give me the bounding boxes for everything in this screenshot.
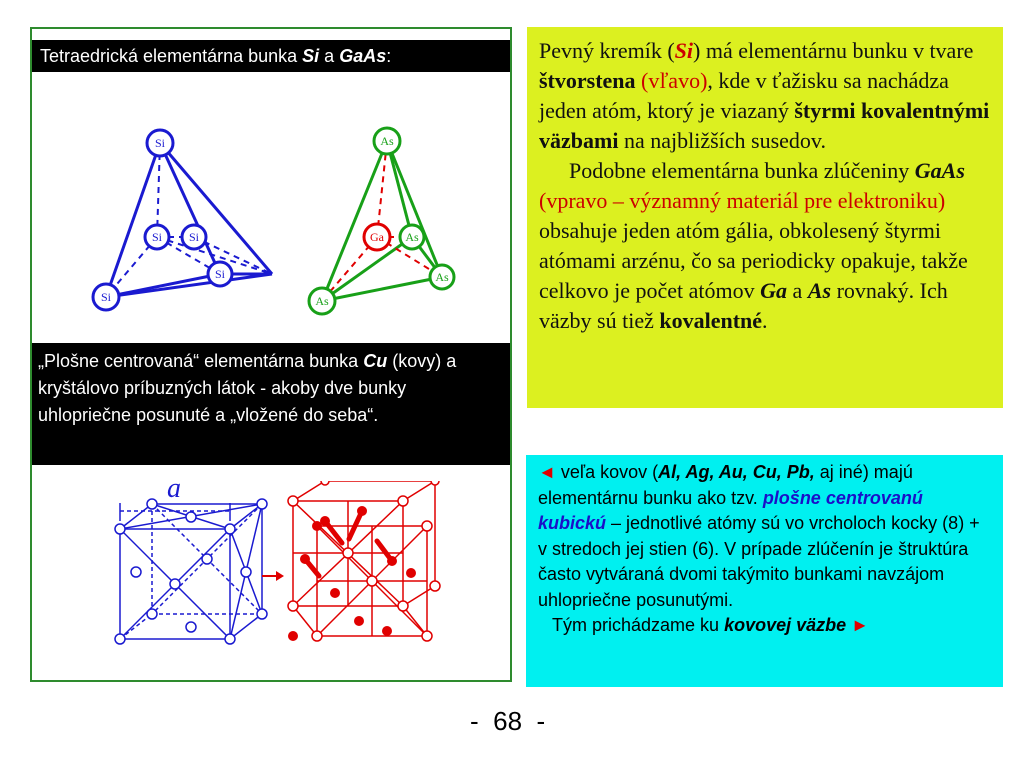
ga-label-center: Ga bbox=[370, 230, 384, 244]
caption-si: Si bbox=[302, 46, 320, 66]
covalent-bonds-term: štyrmi kovalentnými väzbami bbox=[539, 98, 990, 153]
caption-text: Tetraedrická elementárna bunka bbox=[40, 46, 303, 66]
fcc-caption-cu: Cu bbox=[363, 351, 388, 371]
text: aj iné) majú elementárnu bunku ako tzv. bbox=[538, 462, 913, 508]
si-label-mid: Si bbox=[188, 230, 200, 244]
si-paragraph bbox=[539, 36, 993, 156]
text: obsahuje jeden atóm gália, obkolesený štyrmi atómami arzénu, čo sa periodicky opakuje, takže celkovo je počet atómov bbox=[539, 218, 968, 303]
text: rovnaký. Ich väzby sú tiež bbox=[539, 278, 948, 333]
metals-list: Al, Ag, Au, Cu, Pb, bbox=[658, 462, 815, 482]
text: na najbližších susedov. bbox=[618, 128, 826, 153]
text: , kde v ťažisku sa nachádza jeden atóm, ktorý je viazaný bbox=[539, 68, 949, 123]
text: ) má elementárnu bunku v tvare bbox=[693, 38, 974, 63]
si-gaas-explanation-box bbox=[527, 27, 1003, 408]
fcc-red-double-cube-diagram bbox=[287, 481, 457, 656]
as-symbol: As bbox=[807, 278, 832, 303]
si-tetrahedron-diagram bbox=[82, 119, 302, 319]
left-ref: (vľavo) bbox=[635, 68, 708, 93]
lattice-constant-label: a bbox=[167, 473, 181, 504]
right-ref: (vpravo – významný materiál pre elektroniku) bbox=[539, 188, 946, 213]
fcc-caption-text: „Plošne centrovaná“ elementárna bunka bbox=[38, 351, 364, 371]
si-label-left: Si bbox=[100, 290, 112, 304]
gaas-symbol: GaAs bbox=[914, 158, 965, 183]
covalent-term: kovalentné bbox=[659, 308, 763, 333]
text: – jednotlivé atómy sú vo vrcholoch kocky (8) + v stredoch jej stien (6). V prípade zlúčenín je štruktúra často vytváraná dvomi takýmito bunkami navzájom uhlopriečne posunutými. bbox=[538, 513, 980, 610]
caption-gaas: GaAs bbox=[339, 46, 387, 66]
si-label-top: Si bbox=[154, 136, 166, 150]
gaas-paragraph bbox=[539, 156, 993, 336]
text: Podobne elementárna bunka zlúčeniny bbox=[569, 158, 915, 183]
text: Tým prichádzame ku bbox=[552, 615, 725, 635]
tetrahedron-term: štvorstena bbox=[539, 68, 636, 93]
fcc-caption-rest: (kovy) a kryštálovo príbuzných látok - akoby dve bunky uhlopriečne posunuté a „vložené do seba“. bbox=[38, 351, 457, 425]
metals-paragraph bbox=[538, 460, 993, 613]
fcc-term: plošne centrovanú kubickú bbox=[538, 487, 923, 533]
as-label-right: As bbox=[435, 270, 449, 284]
fcc-caption bbox=[32, 343, 510, 465]
metals-explanation-box bbox=[526, 455, 1003, 687]
gaas-tetrahedron-diagram bbox=[297, 119, 497, 324]
text: a bbox=[787, 278, 808, 303]
caption-suffix: : bbox=[386, 46, 392, 66]
left-figure-panel bbox=[30, 27, 512, 682]
arrow-right-icon: ► bbox=[851, 615, 869, 635]
si-label-right: Si bbox=[214, 267, 226, 281]
ga-symbol: Ga bbox=[760, 278, 788, 303]
metallic-bond-term: kovovej väzbe bbox=[724, 615, 847, 635]
fcc-blue-cube-diagram bbox=[102, 469, 282, 659]
metallic-bond-line bbox=[538, 613, 993, 639]
text: Pevný kremík ( bbox=[539, 38, 675, 63]
as-label-top: As bbox=[380, 134, 394, 148]
caption-and: a bbox=[319, 46, 340, 66]
page-number: - 68 - bbox=[470, 706, 546, 736]
tetrahedral-caption bbox=[32, 40, 510, 72]
as-label-left: As bbox=[315, 294, 329, 308]
si-label-center: Si bbox=[151, 230, 163, 244]
si-symbol: Si bbox=[674, 38, 694, 63]
as-label-mid: As bbox=[405, 230, 419, 244]
arrow-left-icon: ◄ bbox=[538, 462, 556, 482]
arrow-icon bbox=[260, 569, 286, 583]
text: veľa kovov ( bbox=[555, 462, 659, 482]
text: . bbox=[762, 308, 768, 333]
